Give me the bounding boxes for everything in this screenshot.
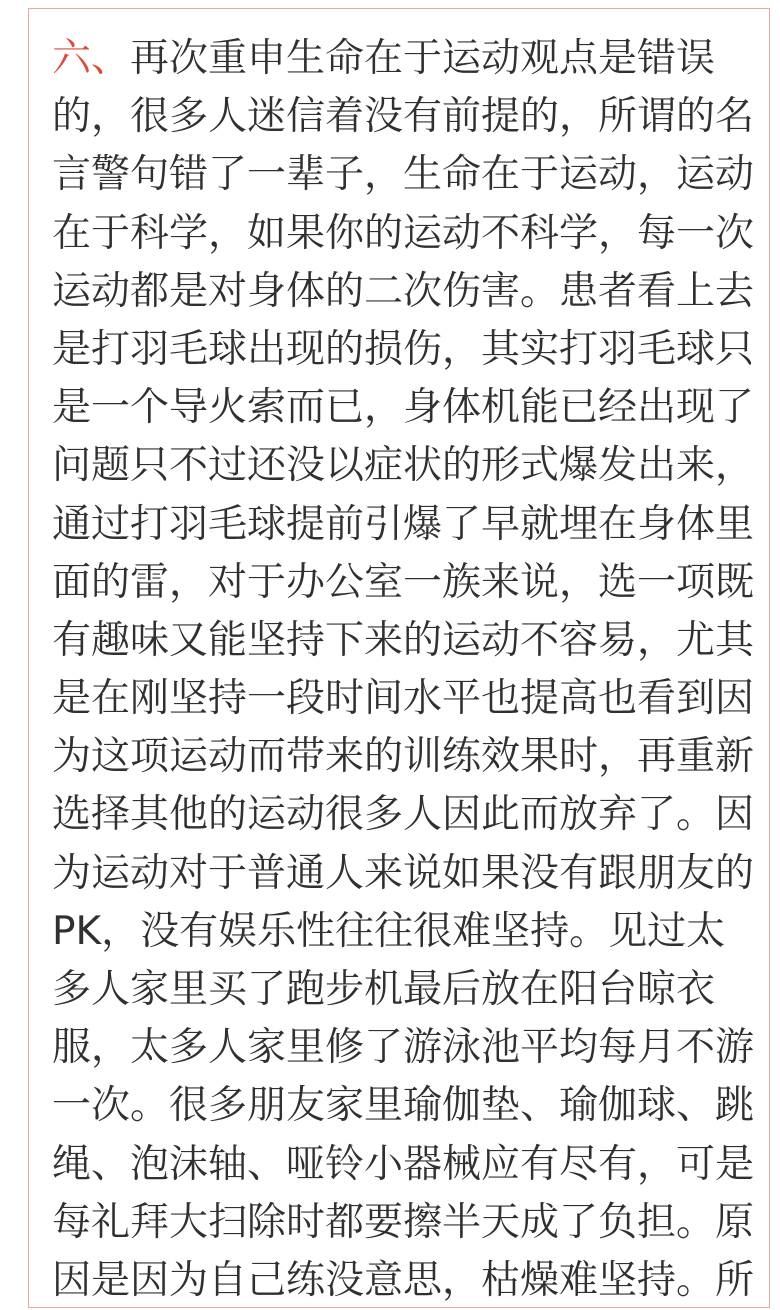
article-line: 言警句错了一辈子，生命在于运动，运动 [52, 152, 755, 198]
article-line: 问题只不过还没以症状的形式爆发出来， [52, 443, 755, 489]
article-line: PK，没有娱乐性往往很难坚持。见过太 [52, 908, 726, 954]
article-line: 一次。很多朋友家里瑜伽垫、瑜伽球、跳 [52, 1083, 755, 1129]
article-line: 在于科学，如果你的运动不科学，每一次 [52, 210, 755, 256]
article-line: 为这项运动而带来的训练效果时，再重新 [52, 734, 755, 780]
article-line: 为运动对于普通人来说如果没有跟朋友的 [52, 850, 755, 896]
article-line: 每礼拜大扫除时都要擦半天成了负担。原 [52, 1199, 755, 1245]
article-line: 是在刚坚持一段时间水平也提高也看到因 [52, 676, 755, 722]
article-body [52, 30, 755, 1310]
section-marker: 六、 [52, 36, 131, 81]
article-line: 是一个导火索而已，身体机能已经出现了 [52, 385, 755, 431]
article-line: 服，太多人家里修了游泳池平均每月不游 [52, 1025, 755, 1071]
article-line: 多人家里买了跑步机最后放在阳台晾衣 [52, 967, 716, 1012]
article-line: 的，很多人迷信着没有前提的，所谓的名 [52, 94, 755, 140]
article-line: 是打羽毛球出现的损伤，其实打羽毛球只 [52, 326, 755, 372]
article-line: 选择其他的运动很多人因此而放弃了。因 [52, 792, 755, 838]
article-line: 因是因为自己练没意思，枯燥难坚持。所 [52, 1257, 755, 1303]
article-line: 绳、泡沫轴、哑铃小器械应有尽有，可是 [52, 1141, 755, 1187]
article-line: 有趣味又能坚持下来的运动不容易，尤其 [52, 617, 755, 663]
article-line: 面的雷，对于办公室一族来说，选一项既 [52, 559, 755, 605]
article-line-text: 再次重申生命在于运动观点是错误 [130, 36, 716, 81]
article-line: 运动都是对身体的二次伤害。患者看上去 [52, 268, 755, 314]
article-line [52, 30, 752, 88]
article-line: 通过打羽毛球提前引爆了早就埋在身体里 [52, 501, 755, 547]
